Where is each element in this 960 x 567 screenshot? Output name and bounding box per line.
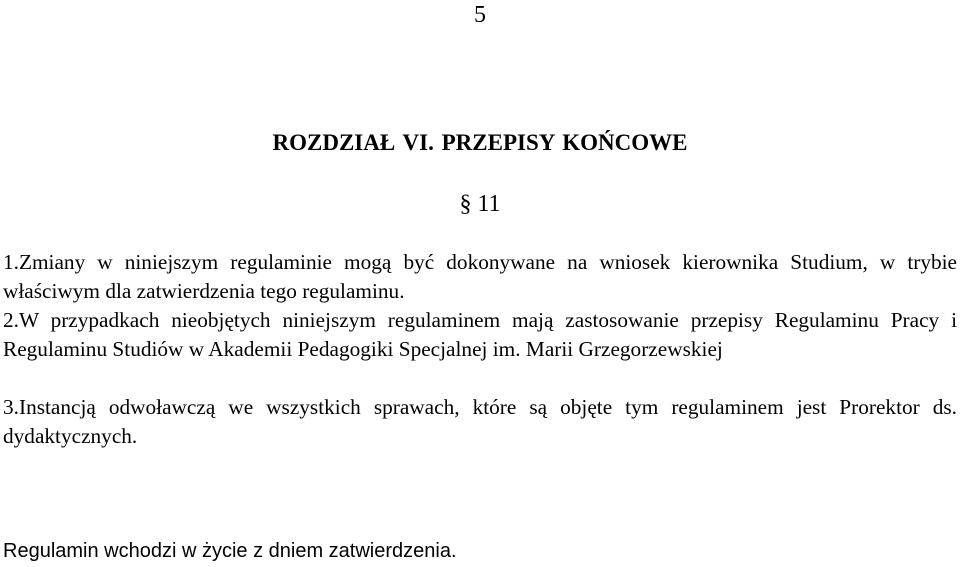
closing-statement: Regulamin wchodzi w życie z dniem zatwierdzenia. <box>3 540 457 562</box>
section-number: § 11 <box>459 191 501 217</box>
chapter-title: ROZDZIAŁ VI. PRZEPISY KOŃCOWE <box>272 130 688 155</box>
paragraph-2: 2.W przypadkach nieobjętych niniejszym regulaminem mają zastosowanie przepisy Regulaminu Pracy i Regulaminu Studiów w Akademii Pedagogiki Specjalnej im. Marii Grzegorzewskiej <box>3 308 957 361</box>
page-number: 5 <box>474 2 486 28</box>
paragraph-1: 1.Zmiany w niniejszym regulaminie mogą być dokonywane na wniosek kierownika Studium, w trybie właściwym dla zatwierdzenia tego regulaminu. <box>3 250 957 303</box>
paragraph-3: 3.Instancją odwoławczą we wszystkich sprawach, które są objęte tym regulaminem jest Prorektor ds. dydaktycznych. <box>3 395 957 448</box>
